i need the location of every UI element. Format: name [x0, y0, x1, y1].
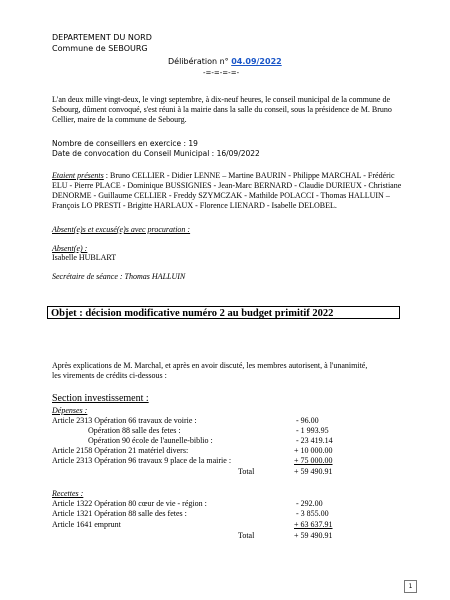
procuration-label: Absent(e)s et excusé(e)s avec procuration :: [52, 225, 191, 234]
depenses-total-label: Total: [238, 467, 255, 476]
depenses-row: Article 2313 Opération 96 travaux 9 place de la mairie :: [52, 456, 232, 465]
depenses-total: + 59 490.91: [294, 467, 333, 476]
objet-box: Objet : décision modificative numéro 2 au budget primitif 2022: [47, 306, 400, 319]
recettes-amount: - 292.00: [296, 499, 323, 508]
convocation-date: Date de convocation du Conseil Municipal : 16/09/2022: [52, 149, 260, 158]
depenses-row: Article 2158 Opération 21 matériel divers:: [52, 446, 189, 455]
depenses-row: Opération 88 salle des fetes :: [88, 426, 181, 435]
absent-label: Absent(e) :: [52, 244, 88, 253]
deliberation-prefix: Délibération n°: [168, 57, 229, 66]
deliberation-heading: [168, 57, 282, 67]
depenses-row: Opération 90 école de l'aunelle-biblio :: [88, 436, 213, 445]
depenses-amount: + 10 000.00: [294, 446, 333, 455]
recettes-row: Article 1641 emprunt: [52, 520, 121, 529]
absent-name: Isabelle HUBLART: [52, 253, 117, 262]
page-number: 1: [404, 580, 417, 593]
depenses-amount: - 1 993.95: [296, 426, 329, 435]
depenses-amount: + 75 000.00: [294, 456, 333, 465]
department-title: DEPARTEMENT DU NORD: [52, 33, 152, 42]
recettes-total-label: Total: [238, 531, 255, 540]
recettes-amount: - 3 855.00: [296, 509, 329, 518]
separator: -=-=-=-=-: [203, 69, 240, 77]
recettes-row: Article 1321 Opération 88 salle des fetes :: [52, 509, 187, 518]
recettes-label: Recettes :: [52, 489, 84, 498]
explication-paragraph: Après explications de M. Marchal, et après en avoir discuté, les membres autorisent, à l'unanimité, les virements de crédits ci-dessous :: [52, 361, 368, 380]
recettes-row: Article 1322 Opération 80 cœur de vie - région :: [52, 499, 207, 508]
recettes-total: + 59 490.91: [294, 531, 333, 540]
deliberation-number-link[interactable]: 04.09/2022: [231, 57, 282, 66]
intro-paragraph: L'an deux mille vingt-deux, le vingt septembre, à dix-neuf heures, le conseil municipal de la commune de Sebourg, dûment convoqué, s'est réuni à la mairie dans la salle du conseil, sous la présidence de M. Bruno Cellier, maire de la commune de Sebourg.: [52, 95, 392, 124]
recettes-amount: + 63 637.91: [294, 520, 333, 529]
secretaire: Secrétaire de séance : Thomas HALLUIN: [52, 272, 186, 281]
depenses-label: Dépenses :: [52, 406, 88, 415]
presents-label: Etaient présents: [52, 171, 104, 180]
section-title: Section investissement :: [52, 393, 149, 404]
depenses-row: Article 2313 Opération 66 travaux de voirie :: [52, 416, 197, 425]
commune-title: Commune de SEBOURG: [52, 44, 148, 53]
depenses-amount: - 23 419.14: [296, 436, 333, 445]
depenses-amount: - 96.00: [296, 416, 319, 425]
presents-paragraph: [52, 171, 402, 211]
presents-list: : Bruno CELLIER - Didier LENNE – Martine BAURIN - Philippe MARCHAL - Frédéric ELU - Pierre PLACE - Dominique BUSSIGNIES - Jean-Marc BERNARD - Claudie DURIEUX - Christiane DENORME - Guillaume CELLIER - Freddy SZYMCZAK - Mathilde POLACCI - Thomas HALLUIN – François LO PRESTI - Brigitte HARLAUX - Florence LIENARD - Isabelle DELOBEL.: [52, 171, 402, 210]
conseillers-count: Nombre de conseillers en exercice : 19: [52, 139, 198, 148]
